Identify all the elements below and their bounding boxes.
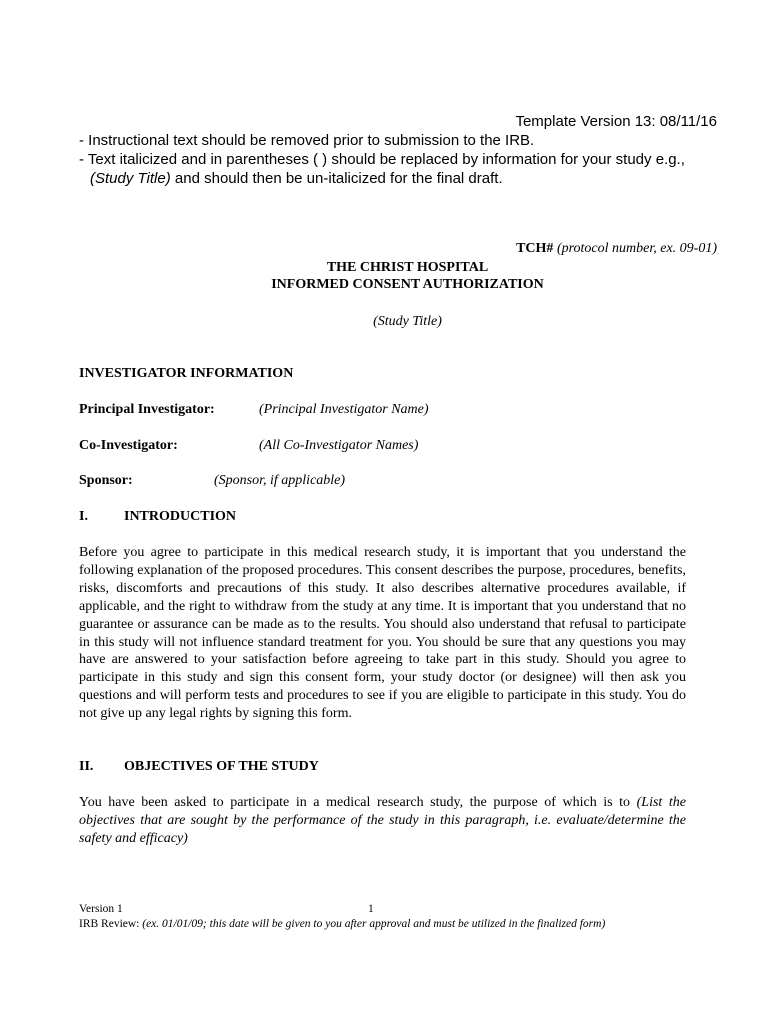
section-2-body bbox=[79, 794, 686, 848]
co-investigator-label: Co-Investigator: bbox=[79, 438, 178, 453]
investigator-heading: INVESTIGATOR INFORMATION bbox=[79, 366, 294, 381]
footer-version: Version 1 bbox=[79, 903, 123, 915]
footer-irb-note: (ex. 01/01/09; this date will be given to you after approval and must be utilized in the finalized form) bbox=[142, 918, 606, 930]
tch-label: TCH# bbox=[516, 241, 554, 256]
section-2-heading: OBJECTIVES OF THE STUDY bbox=[124, 759, 319, 774]
footer-page-number: 1 bbox=[368, 903, 374, 915]
section-1-heading: INTRODUCTION bbox=[124, 509, 237, 524]
section-2-body-text: You have been asked to participate in a medical research study, the purpose of which is to bbox=[79, 795, 637, 810]
tch-protocol-number bbox=[516, 241, 717, 257]
study-title: (Study Title) bbox=[373, 314, 442, 329]
co-investigator-value: (All Co-Investigator Names) bbox=[259, 438, 419, 453]
instruction-example-title: (Study Title) bbox=[90, 170, 171, 187]
instruction-line-3-rest: and should then be un-italicized for the final draft. bbox=[170, 170, 503, 187]
form-title: INFORMED CONSENT AUTHORIZATION bbox=[271, 277, 544, 292]
section-2-body-placeholder: (List the objectives that are sought by the performance of the study in this paragraph, i.e. evaluate/determine the safety and efficacy) bbox=[79, 795, 686, 846]
footer-irb-review bbox=[79, 918, 605, 930]
hospital-name: THE CHRIST HOSPITAL bbox=[326, 260, 489, 275]
instruction-line-1: - Instructional text should be removed prior to submission to the IRB. bbox=[79, 132, 535, 149]
instruction-line-2: - Text italicized and in parentheses ( ) should be replaced by information for your study e.g., bbox=[79, 151, 685, 168]
section-2-number: II. bbox=[79, 759, 94, 774]
section-1-body: Before you agree to participate in this medical research study, it is important that you understand the following explanation of the proposed procedures. This consent describes the purpose, procedures, benefits, risks, discomforts and precautions of this study. It also describes alternative procedures available, if applicable, and the right to withdraw from the study at any time. It is important that you understand that no guarantee or assurance can be made as to the results. You should also understand that refusal to participate in this study will not influence standard treatment for you. You should be sure that any questions you may have are answered to your satisfaction before agreeing to take part in this study. Should you agree to participate in this study and sign this consent form, your study doctor (or designee) will then ask you questions and will perform tests and procedures to see if you are eligible to participate in this study. You do not give up any legal rights by signing this form. bbox=[79, 545, 686, 722]
tch-value: (protocol number, ex. 09-01) bbox=[553, 241, 717, 256]
sponsor-label: Sponsor: bbox=[79, 473, 133, 488]
template-version: Template Version 13: 08/11/16 bbox=[515, 113, 717, 130]
instruction-line-3 bbox=[90, 170, 503, 187]
sponsor-value: (Sponsor, if applicable) bbox=[214, 473, 346, 488]
footer-irb-label: IRB Review: bbox=[79, 918, 143, 930]
pi-label: Principal Investigator: bbox=[79, 402, 215, 417]
section-1-number: I. bbox=[79, 509, 88, 524]
pi-value: (Principal Investigator Name) bbox=[259, 402, 429, 417]
